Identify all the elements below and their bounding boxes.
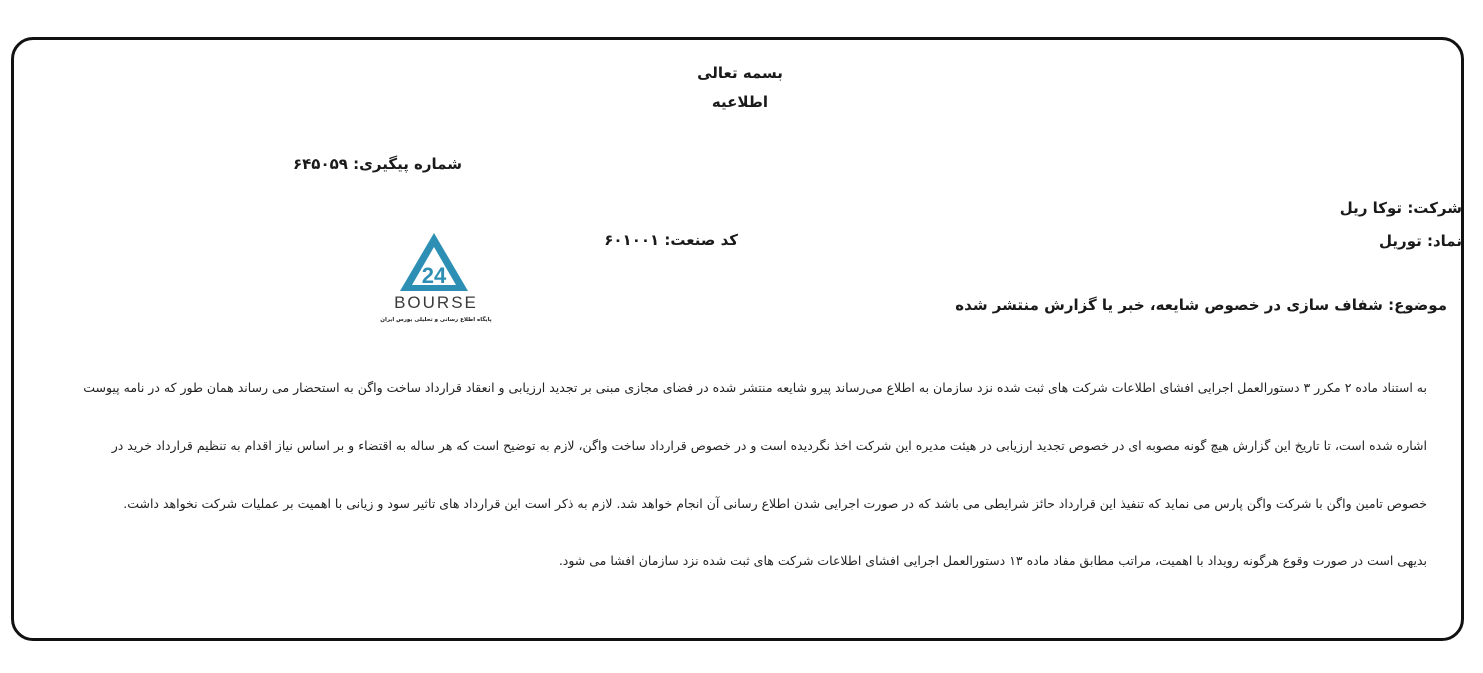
company-field — [1340, 199, 1462, 217]
header-title: بسمه تعالی — [697, 64, 783, 82]
logo-caption: پایگاه اطلاع رسانی و تحلیلی بورس ایران — [380, 317, 492, 323]
subject-value: شفاف سازی در خصوص شایعه، خبر یا گزارش منتشر شده — [955, 296, 1383, 314]
bourse24-logo-graphic — [376, 227, 498, 327]
body-line-4: بدیهی است در صورت وقوع هرگونه رویداد با اهمیت، مراتب مطابق مفاد ماده ۱۳ دستورالعمل اجرایی افشای اطلاعات شرکت های ثبت شده نزد سازمان افشا می شود. — [558, 553, 1427, 568]
subject-label: موضوع: — [1388, 296, 1447, 314]
industry-value: ۶۰۱۰۰۱ — [604, 231, 660, 249]
logo-number: 24 — [421, 263, 447, 288]
company-label: شرکت: — [1407, 199, 1462, 217]
header-subtitle: اطلاعیه — [711, 93, 769, 111]
body-line-2: اشاره شده است، تا تاریخ این گزارش هیچ گونه مصوبه ای در خصوص تجدید ارزیابی در هیئت مدیره این شرکت اخذ نگردیده است و در خصوص قرارداد ساخت واگن، لازم به توضیح است که هر ساله به اقتضاء و بر اساس نیاز اقدام به تنظیم قرارداد خرید در — [111, 438, 1427, 453]
symbol-value: توریل — [1379, 232, 1422, 250]
company-value: توکا ریل — [1339, 199, 1403, 217]
industry-label: کد صنعت: — [664, 231, 738, 249]
tracking-label: شماره پیگیری: — [353, 155, 462, 173]
symbol-label: نماد: — [1426, 232, 1462, 250]
subject-line — [955, 296, 1447, 314]
tracking-number — [200, 155, 462, 173]
body-line-3: خصوص تامین واگن با شرکت واگن پارس می نماید که تنفیذ این قرارداد حائز شرایطی می باشد که در صورت اجرایی شدن اطلاع رسانی آن انجام خواهد شد. لازم به ذکر است این قرارداد های تاثیر سود و زیانی با اهمیت بر عملیات شرکت نخواهد داشت. — [123, 496, 1427, 511]
logo-brand: BOURSE — [394, 293, 478, 312]
document-frame — [11, 37, 1464, 641]
industry-code — [520, 231, 738, 249]
tracking-value: ۶۴۵۰۵۹ — [292, 155, 348, 173]
symbol-field — [1379, 232, 1462, 250]
bourse24-logo — [376, 227, 498, 327]
body-line-1: به استناد ماده ۲ مکرر ۳ دستورالعمل اجرایی افشای اطلاعات شرکت های ثبت شده نزد سازمان به اطلاع می‌رساند پیرو شایعه منتشر شده در فضای مجازی مبنی بر تجدید ارزیابی و انعقاد قرارداد ساخت واگن به استحضار می رساند همان طور که در نامه پیوست — [83, 380, 1427, 395]
